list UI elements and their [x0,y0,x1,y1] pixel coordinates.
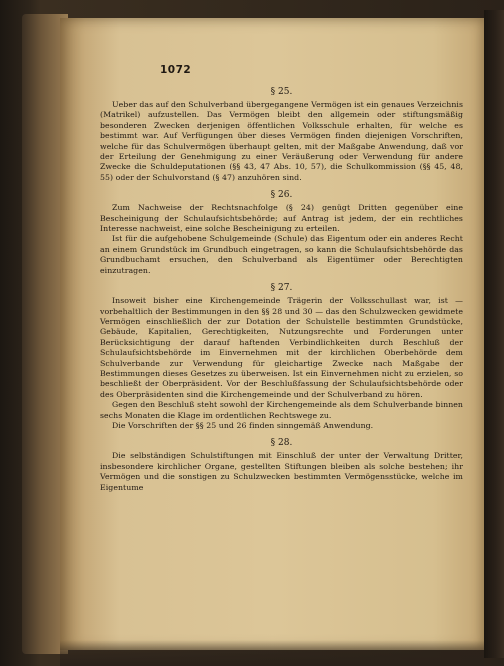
book-binding-shadow [484,10,504,658]
section-27 [100,282,463,431]
page-number: 1072 [160,64,192,76]
page-text [100,64,463,499]
bottom-shadow [60,640,484,666]
section-title: § 25. [270,87,293,97]
section-title: § 28. [270,438,293,449]
section-25 [100,86,463,183]
paragraph: Die selbständigen Schulstiftungen mit Einschluß der unter der Verwaltung Dritter, insbesondere kirchlicher Organe, gestellten Stiftungen bleiben als solche bestehen; ihr Vermögen und die sonstigen zu Schulzwecken bestimmten Vermögensstücke, welche im Eigentume [100,451,463,492]
paragraph: Die Vorschriften der §§ 25 und 26 finden sinngemäß Anwendung. [112,420,374,430]
paragraph: Gegen den Beschluß steht sowohl der Kirchengemeinde als dem Schulverbande binnen sechs Monaten die Klage im ordentlichen Rechtswege zu. [100,400,463,420]
section-title: § 26. [270,190,293,201]
paragraph: Zum Nachweise der Rechtsnachfolge (§ 24) genügt Dritten gegenüber eine Bescheinigung der Schulaufsichtsbehörde; auf Antrag ist jedem, der ein rechtliches Interesse nachweist, eine solche Bescheinigung zu erteilen. [100,203,463,234]
paragraph: Ist für die aufgehobene Schulgemeinde (Schule) das Eigentum oder ein anderes Recht an einem Grundstück im Grundbuch eingetragen, so kann die Schulaufsichtsbehörde das Grundbuchamt ersuchen, den Schulverband als Eigentümer oder Berechtigten einzutragen. [100,234,463,275]
paragraph: Insoweit bisher eine Kirchengemeinde Trägerin der Volksschullast war, ist — vorbehaltlich der Bestimmungen in den §§ 28 und 30 — das den Schulzwecken gewidmete Vermögen einschließlich der zur Dotation der Schulstelle bestimmten Grundstücke, Gebäude, Kapitalien, Gerechtigkeiten, Nutzungsrechte und Forderungen unter Berücksichtigung der darauf haftenden Verbindlichkeiten durch Beschluß der Schulaufsichtsbehörde im Einvernehmen mit der kirchlichen Oberbehörde dem Schulverbande zur Verwendung für gleichartige Zwecke nach Maßgabe der Bestimmungen dieses Gesetzes zu überweisen. Ist ein Einvernehmen nicht zu erzielen, so beschließt der Oberpräsident. Vor der Beschlußfassung der Schulaufsichtsbehörde oder des Oberpräsidenten sind die Kirchengemeinde und der Schulverband zu hören. [100,296,463,399]
section-28 [100,437,463,493]
section-title: § 27. [270,283,293,294]
section-26 [100,189,463,276]
paragraph: Ueber das auf den Schulverband übergegangene Vermögen ist ein genaues Verzeichnis (Matrikel) aufzustellen. Das Vermögen bleibt den allgemein oder stiftungsmäßig besonderen Zwecken derjenigen öffentlichen Volksschule erhalten, für welche es bestimmt war. Auf Verfügungen über dieses Vermögen finden diejenigen Vorschriften, welche für das Schulvermögen überhaupt gelten, mit der Maßgabe Anwendung, daß vor der Erteilung der Genehmigung zu einer Veräußerung oder Verwendung für andere Zwecke die Schuldeputationen (§§ 43, 47 Abs. 10, 57), die Schulkommission (§§ 45, 48, 55) oder der Schulvorstand (§ 47) anzuhören sind. [100,100,463,182]
